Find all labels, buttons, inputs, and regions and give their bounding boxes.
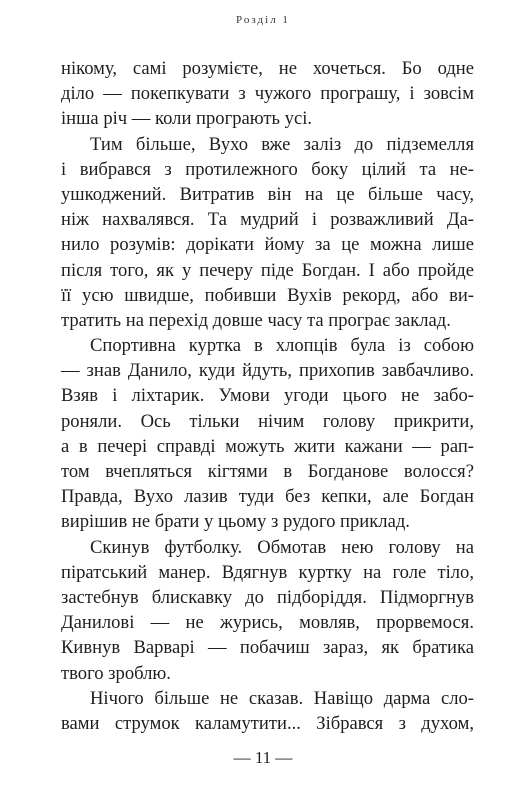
text-line: Правда, Вухо лазив туди без кепки, але Богдан: [61, 486, 474, 508]
text-line: Спортивна куртка в хлопців була із собою: [90, 335, 474, 357]
running-head: Розділ 1: [236, 14, 290, 26]
text-line: Взяв і ліхтарик. Умови угоди цього не забо-: [61, 385, 474, 407]
text-line: ушкоджений. Витратив він на це більше часу,: [61, 183, 474, 205]
text-line: — знав Данило, куди йдуть, прихопив завбачливо.: [61, 360, 474, 382]
text-line: том вчепляться кігтями в Богданове волосся?: [61, 461, 474, 482]
text-line: інша річ — коли програють усі.: [61, 108, 313, 130]
text-line: тратить на перехід довше часу та програє заклад.: [61, 309, 451, 331]
text-line: твого зроблю.: [61, 662, 171, 684]
text-line: Нічого більше не сказав. Навіщо дарма сло-: [90, 687, 474, 709]
text-line: Тим більше, Вухо вже заліз до підземелля: [90, 133, 474, 155]
text-line: вами струмок каламутити... Зібрався з духом,: [61, 712, 474, 734]
text-line: піратський манер. Вдягнув куртку на голе тіло,: [61, 561, 474, 583]
text-line: діло — покепкувати з чужого програшу, і зовсім: [61, 83, 474, 105]
text-line: ніж нахвалявся. Та мудрий і розважливий Да-: [61, 209, 474, 231]
text-line: застебнув блискавку до підборіддя. Підморгнув: [61, 586, 474, 608]
text-line: нікому, самі розумієте, не хочеться. Бо одне: [61, 58, 474, 79]
body-text: [61, 56, 474, 736]
text-line: Данилові — не журись, мовляв, прорвемося.: [61, 612, 474, 634]
text-line: і вибрався з протилежного боку цілий та не-: [61, 158, 474, 180]
text-line: а в печері справді можуть жити кажани — рап-: [61, 435, 474, 457]
text-line: вирішив не брати у цьому з рудого приклад.: [61, 511, 410, 533]
text-line: нило розумів: дорікати йому за це можна лише: [61, 234, 474, 256]
text-line: Скинув футболку. Обмотав нею голову на: [90, 536, 474, 558]
page-number: — 11 —: [233, 748, 293, 767]
text-line: роняли. Ось тільки нічим голову прикрити,: [61, 410, 474, 432]
text-line: після того, як у печеру піде Богдан. І або пройде: [61, 259, 474, 281]
text-line: Кивнув Варварі — побачиш зараз, як братика: [61, 637, 474, 659]
text-line: її усю швидше, побивши Вухів рекорд, або ви-: [61, 284, 474, 306]
